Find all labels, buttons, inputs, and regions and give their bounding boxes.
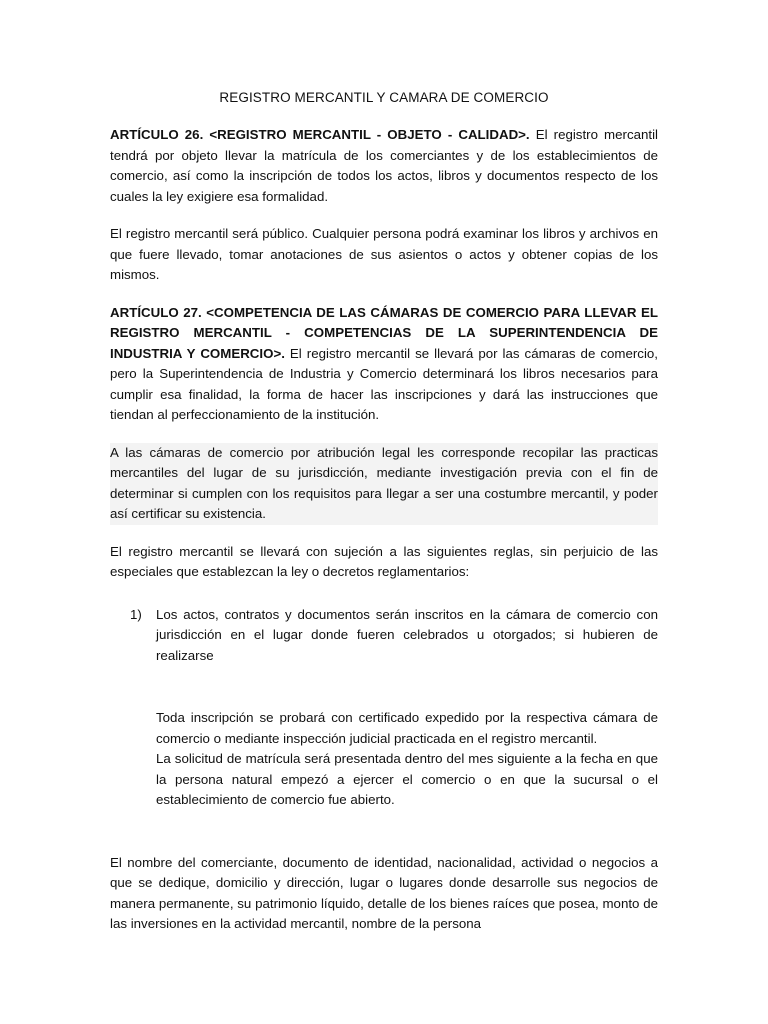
- article-26-body: El registro mercantil tendrá por objeto llevar la matrícula de los comerciantes y de los establecimientos de comercio, así como la inscripción de todos los actos, libros y documentos respecto de los cuales la ley exigiere esa formalidad.: [110, 127, 659, 204]
- inscription-proof-text: Toda inscripción se probará con certificado expedido por la respectiva cámara de comercio o mediante inspección judicial practicada en el registro mercantil.: [156, 710, 658, 746]
- indented-block: [156, 708, 658, 811]
- public-registry-paragraph: El registro mercantil será público. Cualquier persona podrá examinar los libros y archivos en que fuere llevado, tomar anotaciones de sus asientos o actos y obtener copias de los mismos.: [110, 226, 658, 282]
- registration-request-text: La solicitud de matrícula será presentada dentro del mes siguiente a la fecha en que la persona natural empezó a ejercer el comercio o en que la sucursal o el establecimiento de comercio fue abierto.: [156, 751, 658, 807]
- article-26-paragraph: [110, 125, 658, 207]
- list-item: [110, 605, 658, 667]
- article-26-heading: ARTÍCULO 26. <REGISTRO MERCANTIL - OBJETO - CALIDAD>.: [110, 127, 530, 142]
- document-title: REGISTRO MERCANTIL Y CAMARA DE COMERCIO: [219, 90, 549, 105]
- article-27-body: El registro mercantil se llevará por las cámaras de comercio, pero la Superintendencia de Industria y Comercio determinará los libros necesarios para cumplir esa finalidad, la forma de hacer las inscripciones y dará las instrucciones que tiendan al perfeccionamiento de la institución.: [110, 345, 658, 422]
- article-27-heading: ARTÍCULO 27. <COMPETENCIA DE LAS CÁMARAS DE COMERCIO PARA LLEVAR EL REGISTRO MERCANTIL - COMPETENCIAS DE LA SUPERINTENDENCIA DE INDUSTRIA Y COMERCIO>.: [110, 304, 658, 361]
- chambers-paragraph: A las cámaras de comercio por atribución legal les corresponde recopilar las practicas mercantiles del lugar de su jurisdicción, mediante investigación previa con el fin de determinar si cumplen con los requisitos para llegar a ser una costumbre mercantil, y poder así certificar su existencia.: [110, 443, 658, 525]
- list-item-text: Los actos, contratos y documentos serán inscritos en la cámara de comercio con jurisdicción en el lugar donde fueren celebrados u otorgados; si hubieren de realizarse: [156, 606, 658, 663]
- merchant-name-paragraph: El nombre del comerciante, documento de identidad, nacionalidad, actividad o negocios a que se dedique, domicilio y dirección, lugar o lugares donde desarrolle sus negocios de manera permanente, su patrimonio líquido, detalle de los bienes raíces que posea, monto de las inversiones en la actividad mercantil, nombre de la persona: [110, 854, 658, 931]
- list-item-number: 1): [130, 606, 142, 622]
- article-27-paragraph: [110, 303, 658, 426]
- rules-paragraph: El registro mercantil se llevará con sujeción a las siguientes reglas, sin perjuicio de las especiales que establezcan la ley o decretos reglamentarios:: [110, 543, 658, 579]
- rules-list: [110, 605, 658, 667]
